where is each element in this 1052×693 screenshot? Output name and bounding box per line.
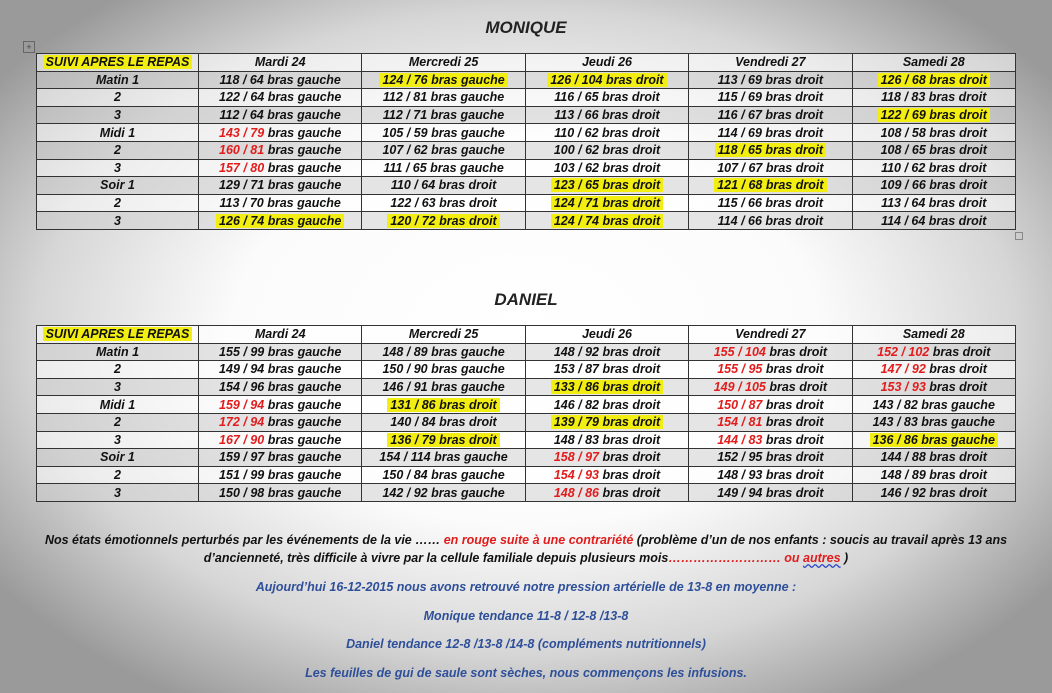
value: 149 / 94 bras gauche [219,362,342,377]
alert-value: 154 / 81 [717,415,763,430]
value: 115 / 69 bras droit [717,90,824,105]
highlighted-value: 121 / 68 bras droit [714,178,826,192]
measurement-cell [199,159,362,177]
row-label: 2 [37,413,199,431]
measurement-cell [689,343,852,361]
measurement-cell [199,177,362,195]
measurement-cell [852,396,1015,414]
measurement-cell [525,141,688,159]
table-row [37,124,1016,142]
arm-label: bras droit [762,432,824,447]
highlighted-value: 126 / 68 bras droit [878,73,990,87]
value: 154 / 96 bras gauche [219,380,342,395]
measurement-cell [525,378,688,396]
arm-label: bras gauche [264,432,342,447]
value: 100 / 62 bras droit [553,143,661,158]
measurement-cell [852,431,1015,449]
header-label: Vendredi 27 [735,327,806,342]
value: 114 / 64 bras droit [881,213,987,228]
header-label: Mardi 24 [254,55,306,70]
measurement-cell [689,124,852,142]
header-cell-day [199,54,362,72]
table-row [37,396,1016,414]
value: 111 / 65 bras gauche [383,160,504,175]
header-cell-day [689,326,852,344]
value: 113 / 69 bras droit [717,72,824,87]
value: 146 / 91 bras gauche [382,380,505,395]
measurement-cell [525,71,688,89]
measurement-cell [852,141,1015,159]
measurement-cell [199,431,362,449]
highlighted-value: 136 / 86 bras gauche [870,433,998,447]
measurement-cell [689,89,852,107]
arm-label: bras droit [599,450,661,465]
alert-value: 159 / 94 [219,397,265,412]
measurement-cell [525,431,688,449]
alert-value: 147 / 92 [880,362,926,377]
measurement-cell [362,413,525,431]
note-infusions: Les feuilles de gui de saule sont sèches, nous commençons les infusions. [305,666,747,680]
alert-value: 167 / 90 [219,432,265,447]
value: 107 / 67 bras droit [717,160,824,175]
measurement-cell [362,431,525,449]
measurement-cell [199,141,362,159]
measurement-cell [852,71,1015,89]
table-row [37,159,1016,177]
table-row [37,431,1016,449]
measurement-cell [362,71,525,89]
header-cell-day [525,326,688,344]
row-label: 3 [37,159,199,177]
measurement-cell [362,449,525,467]
row-label: Matin 1 [37,71,199,89]
measurement-cell [199,449,362,467]
measurement-cell [525,361,688,379]
value: 113 / 66 bras droit [554,108,660,123]
highlighted-value: 126 / 104 bras droit [547,73,666,87]
measurement-cell [362,361,525,379]
value: 118 / 64 bras gauche [219,72,341,87]
measurement-cell [689,194,852,212]
table-row [37,194,1016,212]
header-row [37,326,1016,344]
value: 113 / 70 bras gauche [219,196,341,211]
value: 105 / 59 bras gauche [382,125,505,140]
header-label: Mercredi 25 [408,55,479,70]
note-daniel-trend: Daniel tendance 12-8 /13-8 /14-8 (compléments nutritionnels) [346,637,706,651]
header-label: SUIVI APRES LE REPAS [43,327,193,341]
header-cell-day [199,326,362,344]
row-label: 2 [37,89,199,107]
alert-value: 157 / 80 [219,160,265,175]
value: 116 / 67 bras droit [717,108,824,123]
measurement-cell [525,212,688,230]
note-monique-trend: Monique tendance 11-8 / 12-8 /13-8 [423,609,629,623]
measurement-cell [362,124,525,142]
measurement-cell [852,124,1015,142]
alert-value: 150 / 87 [717,397,763,412]
measurement-cell [852,212,1015,230]
note-red-text: en rouge suite à une contrariété [443,533,634,547]
alert-value: 160 / 81 [219,143,265,158]
measurement-cell [689,361,852,379]
measurement-cell [199,396,362,414]
measurement-cell [689,141,852,159]
measurement-cell [689,449,852,467]
measurement-cell [689,106,852,124]
highlighted-value: 136 / 79 bras droit [387,433,499,447]
table-row [37,106,1016,124]
highlighted-value: 126 / 74 bras gauche [216,214,344,228]
measurement-cell [362,484,525,502]
measurement-cell [199,106,362,124]
value: 110 / 62 bras droit [881,160,987,175]
row-label: 2 [37,361,199,379]
alert-value: 155 / 95 [717,362,763,377]
highlighted-value: 124 / 71 bras droit [551,196,663,210]
row-label: Midi 1 [37,396,199,414]
value: 146 / 92 bras droit [880,485,987,500]
arm-label: bras droit [762,397,824,412]
row-label: 2 [37,141,199,159]
table-row [37,212,1016,230]
measurement-cell [852,106,1015,124]
measurement-cell [525,159,688,177]
measurement-cell [525,177,688,195]
value: 151 / 99 bras gauche [219,468,342,483]
measurement-cell [689,159,852,177]
header-cell-suivi [37,54,199,72]
measurement-cell [852,177,1015,195]
measurement-cell [199,89,362,107]
value: 143 / 82 bras gauche [872,397,995,412]
value: 149 / 94 bras droit [717,485,824,500]
header-label: SUIVI APRES LE REPAS [43,55,193,69]
row-label: 3 [37,484,199,502]
measurement-cell [852,159,1015,177]
header-cell-suivi [37,326,199,344]
value: 114 / 69 bras droit [717,125,824,140]
measurement-cell [525,449,688,467]
highlighted-value: 120 / 72 bras droit [387,214,499,228]
arm-label: bras gauche [264,397,342,412]
measurement-cell [852,378,1015,396]
value: 112 / 64 bras gauche [219,108,341,123]
row-label: 2 [37,466,199,484]
table-row [37,177,1016,195]
note-text: (problème d’un de nos enfants : soucis au travail après 13 ans d’ancienneté, très difficile à vivre par la cellule familiale depuis plusieurs mois [203,533,1008,565]
measurement-cell [852,484,1015,502]
monique-table [36,53,1016,230]
row-label: Matin 1 [37,343,199,361]
measurement-cell [525,396,688,414]
value: 109 / 66 bras droit [880,178,987,193]
value: 143 / 83 bras gauche [872,415,995,430]
measurement-cell [199,466,362,484]
header-cell-day [362,54,525,72]
table-row [37,466,1016,484]
arm-label: bras droit [925,362,987,377]
measurement-cell [525,106,688,124]
alert-value: 149 / 105 [713,380,766,395]
measurement-cell [199,194,362,212]
row-label: Soir 1 [37,177,199,195]
table-row [37,361,1016,379]
measurement-cell [362,194,525,212]
alert-value: 155 / 104 [713,344,766,359]
value: 150 / 84 bras gauche [382,468,505,483]
arm-label: bras droit [599,468,661,483]
highlighted-value: 123 / 65 bras droit [551,178,663,192]
measurement-cell [852,343,1015,361]
value: 108 / 58 bras droit [880,125,987,140]
resize-handle-icon[interactable] [1015,232,1023,240]
note-emotional-states [40,531,1012,567]
note-red-text: ……………………… ou [668,551,804,565]
measurement-cell [852,89,1015,107]
measurement-cell [362,89,525,107]
header-label: Mardi 24 [254,327,306,342]
value: 110 / 62 bras droit [554,125,660,140]
highlighted-value: 122 / 69 bras droit [878,108,990,122]
measurement-cell [362,396,525,414]
header-label: Jeudi 26 [581,55,632,70]
arm-label: bras droit [762,415,824,430]
measurement-cell [689,177,852,195]
measurement-cell [362,466,525,484]
arm-label: bras droit [765,344,827,359]
table-row [37,71,1016,89]
measurement-cell [362,177,525,195]
note-text: ) [840,551,849,565]
alert-value: 153 / 93 [880,380,926,395]
header-cell-day [525,54,688,72]
measurement-cell [525,466,688,484]
value: 103 / 62 bras droit [553,160,661,175]
measurement-cell [689,71,852,89]
value: 122 / 64 bras gauche [219,90,342,105]
measurement-cell [689,484,852,502]
table-row [37,343,1016,361]
table-row [37,413,1016,431]
measurement-cell [362,141,525,159]
measurement-cell [525,194,688,212]
value: 148 / 89 bras droit [880,468,987,483]
note-today: Aujourd’hui 16-12-2015 nous avons retrouvé notre pression artérielle de 13-8 en moyenne : [255,580,797,594]
value: 150 / 98 bras gauche [219,485,342,500]
row-label: 3 [37,106,199,124]
alert-value: 144 / 83 [717,432,763,447]
value: 107 / 62 bras gauche [382,143,505,158]
alert-value: 154 / 93 [553,468,599,483]
header-label: Samedi 28 [902,55,965,70]
row-label: 2 [37,194,199,212]
value: 150 / 90 bras gauche [382,362,505,377]
row-label: 3 [37,212,199,230]
value: 112 / 71 bras gauche [382,108,505,123]
arm-label: bras droit [599,485,661,500]
header-label: Vendredi 27 [735,55,806,70]
measurement-cell [852,413,1015,431]
measurement-cell [525,484,688,502]
value: 118 / 83 bras droit [881,90,987,105]
header-row [37,54,1016,72]
value: 115 / 66 bras droit [717,196,824,211]
highlighted-value: 118 / 65 bras droit [715,143,826,157]
value: 153 / 87 bras droit [553,362,661,377]
highlighted-value: 139 / 79 bras droit [551,415,663,429]
row-label: 3 [37,378,199,396]
value: 148 / 93 bras droit [717,468,824,483]
alert-value: 143 / 79 [219,125,265,140]
measurement-cell [689,431,852,449]
measurement-cell [199,361,362,379]
value: 146 / 82 bras droit [553,397,661,412]
value: 114 / 66 bras droit [717,213,824,228]
daniel-title: DANIEL [494,290,558,309]
value: 148 / 83 bras droit [553,432,661,447]
header-label: Mercredi 25 [408,327,479,342]
value: 129 / 71 bras gauche [219,178,342,193]
value: 140 / 84 bras droit [390,415,497,430]
measurement-cell [199,343,362,361]
measurement-cell [852,449,1015,467]
table-row [37,141,1016,159]
value: 154 / 114 bras gauche [379,450,508,465]
measurement-cell [199,71,362,89]
measurement-cell [362,212,525,230]
value: 113 / 64 bras droit [881,196,987,211]
arm-label: bras droit [765,380,827,395]
measurement-cell [852,194,1015,212]
measurement-cell [525,413,688,431]
table-row [37,378,1016,396]
measurement-cell [525,89,688,107]
table-row [37,449,1016,467]
highlighted-value: 131 / 86 bras droit [387,398,499,412]
measurement-cell [362,378,525,396]
header-cell-day [852,54,1015,72]
header-label: Jeudi 26 [581,327,632,342]
header-label: Samedi 28 [902,327,965,342]
measurement-cell [689,212,852,230]
measurement-cell [362,159,525,177]
measurement-cell [689,466,852,484]
note-text: Nos états émotionnels perturbés par les événements de la vie …… [44,533,444,547]
measurement-cell [852,361,1015,379]
alert-value: 158 / 97 [553,450,599,465]
arm-label: bras gauche [264,125,342,140]
daniel-table [36,325,1016,502]
value: 116 / 65 bras droit [554,90,660,105]
arm-label: bras droit [762,362,824,377]
measurement-cell [689,413,852,431]
measurement-cell [362,343,525,361]
monique-title: MONIQUE [485,18,567,37]
alert-value: 152 / 102 [877,344,930,359]
measurement-cell [525,124,688,142]
value: 155 / 99 bras gauche [219,344,342,359]
value: 144 / 88 bras droit [880,450,987,465]
alert-value: 148 / 86 [553,485,599,500]
highlighted-value: 124 / 74 bras droit [551,214,663,228]
table-row [37,89,1016,107]
value: 148 / 92 bras droit [553,344,661,359]
value: 142 / 92 bras gauche [382,485,505,500]
measurement-cell [852,466,1015,484]
value: 108 / 65 bras droit [880,143,987,158]
header-cell-day [689,54,852,72]
measurement-cell [689,396,852,414]
arm-label: bras droit [929,344,991,359]
measurement-cell [525,343,688,361]
value: 122 / 63 bras droit [390,196,497,211]
measurement-cell [362,106,525,124]
row-label: Soir 1 [37,449,199,467]
row-label: 3 [37,431,199,449]
value: 148 / 89 bras gauche [382,344,505,359]
measurement-cell [199,212,362,230]
move-handle-icon[interactable]: + [23,41,35,53]
measurement-cell [199,124,362,142]
value: 159 / 97 bras gauche [219,450,342,465]
highlighted-value: 124 / 76 bras gauche [379,73,507,87]
measurement-cell [199,413,362,431]
measurement-cell [689,378,852,396]
value: 110 / 64 bras droit [390,178,497,193]
header-cell-day [852,326,1015,344]
note-red-text: autres [803,551,841,565]
table-row [37,484,1016,502]
arm-label: bras gauche [264,415,342,430]
value: 112 / 81 bras gauche [382,90,505,105]
arm-label: bras gauche [264,143,342,158]
alert-value: 172 / 94 [219,415,265,430]
row-label: Midi 1 [37,124,199,142]
highlighted-value: 133 / 86 bras droit [551,380,663,394]
arm-label: bras gauche [264,160,342,175]
value: 152 / 95 bras droit [717,450,824,465]
header-cell-day [362,326,525,344]
arm-label: bras droit [925,380,987,395]
measurement-cell [199,378,362,396]
measurement-cell [199,484,362,502]
